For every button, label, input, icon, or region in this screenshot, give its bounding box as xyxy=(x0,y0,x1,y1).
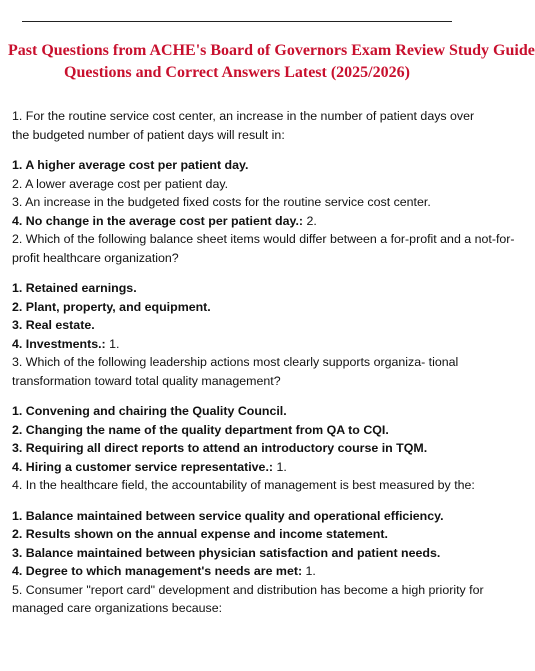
answer-option: 4. No change in the average cost per patient day.: xyxy=(12,213,304,228)
question-list xyxy=(12,107,515,618)
question-text: profit healthcare organization? xyxy=(12,250,179,265)
answer-option: 1. Retained earnings. xyxy=(12,281,137,295)
answer-option: 3. Balance maintained between physician satisfaction and patient needs. xyxy=(12,545,441,560)
answer-option: 2. A lower average cost per patient day. xyxy=(12,176,229,191)
answer-option: 2. Results shown on the annual expense and income statement. xyxy=(12,527,388,541)
title-line-1: Past Questions from ACHE's Board of Governors Exam Review Study Guide xyxy=(8,42,535,59)
title-line-2: Questions and Correct Answers Latest (2025/2026) xyxy=(64,64,410,81)
question-text: managed care organizations because: xyxy=(12,601,223,615)
question-text: 1. For the routine service cost center, an increase in the number of patient days over xyxy=(12,109,475,123)
answer-option: 2. Plant, property, and equipment. xyxy=(12,299,211,314)
correct-answer: 1. xyxy=(302,564,316,578)
correct-answer: 2. xyxy=(303,213,317,228)
question-text: transformation toward total quality management? xyxy=(12,373,281,388)
question-block xyxy=(12,353,482,476)
answer-option: 1. Convening and chairing the Quality Council. xyxy=(12,404,287,418)
document-title xyxy=(0,40,535,84)
question-block xyxy=(12,230,515,353)
answer-option: 3. An increase in the budgeted fixed costs for the routine service cost center. xyxy=(12,195,431,209)
question-text: 3. Which of the following leadership actions most clearly supports organiza- tional xyxy=(12,355,459,369)
question-block xyxy=(12,581,482,618)
answer-option: 4. Hiring a customer service representative.: xyxy=(12,459,274,474)
question-text: 4. In the healthcare field, the accountability of management is best measured by the: xyxy=(12,478,475,492)
question-block xyxy=(12,107,482,230)
answer-option: 4. Degree to which management's needs are met: xyxy=(12,564,303,578)
answer-option: 1. Balance maintained between service quality and operational efficiency. xyxy=(12,508,444,523)
correct-answer: 1. xyxy=(273,459,287,474)
answer-option: 3. Requiring all direct reports to attend an introductory course in TQM. xyxy=(12,441,428,455)
answer-option: 1. A higher average cost per patient day. xyxy=(12,158,249,172)
question-text: the budgeted number of patient days will result in: xyxy=(12,127,285,142)
answer-option: 4. Investments.: xyxy=(12,336,106,351)
answer-option: 2. Changing the name of the quality department from QA to CQI. xyxy=(12,422,389,437)
top-divider xyxy=(22,21,452,22)
question-text: 2. Which of the following balance sheet items would differ between a for-profit and a not-for- xyxy=(12,232,515,246)
answer-option: 3. Real estate. xyxy=(12,318,95,332)
question-text: 5. Consumer "report card" development and distribution has become a high priority for xyxy=(12,582,484,597)
correct-answer: 1. xyxy=(105,336,120,351)
question-block xyxy=(12,476,482,581)
